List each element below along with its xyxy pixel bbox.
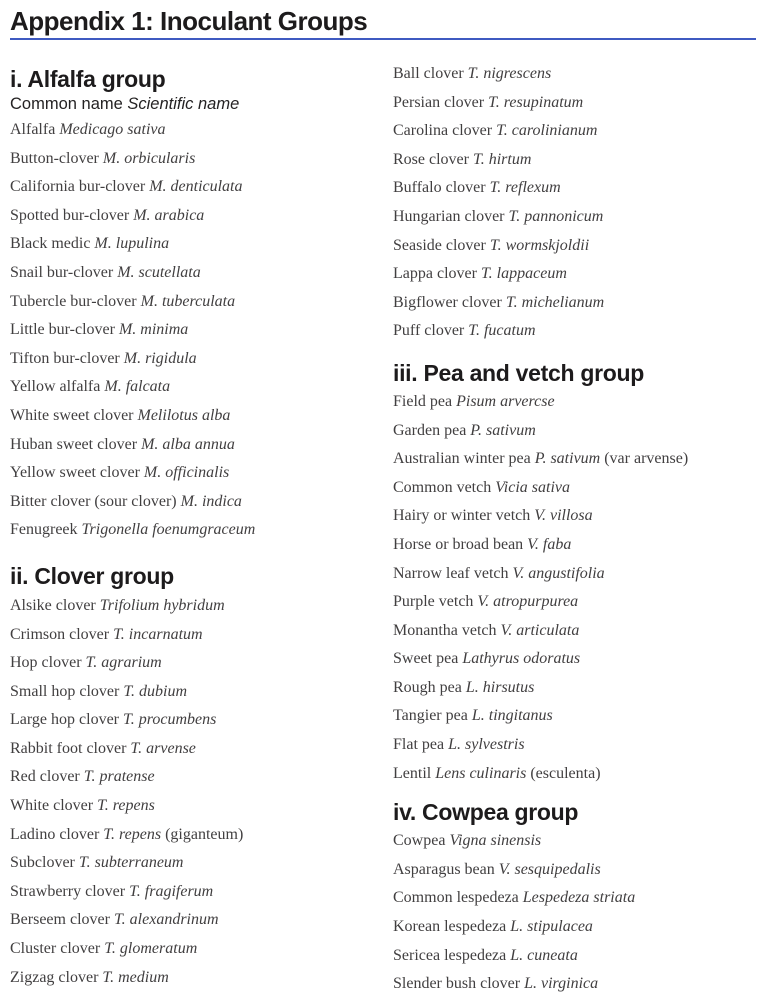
species-scientific-name: T. agrarium bbox=[85, 654, 162, 672]
species-scientific-name: T. medium bbox=[102, 968, 169, 986]
species-scientific-name: L. cuneata bbox=[510, 946, 578, 964]
species-scientific-name: L. virginica bbox=[524, 975, 599, 993]
species-scientific-name: T. nigrescens bbox=[467, 65, 552, 82]
species-common-name: Tangier pea bbox=[393, 707, 472, 725]
species-common-name: Purple vetch bbox=[393, 593, 478, 611]
species-common-name: Zigzag clover bbox=[10, 968, 103, 986]
species-common-name: Persian clover bbox=[393, 93, 489, 111]
species-entry bbox=[393, 60, 758, 89]
species-entry bbox=[10, 792, 393, 821]
species-entry bbox=[393, 560, 758, 589]
species-entry bbox=[393, 417, 758, 446]
species-entry bbox=[10, 906, 393, 935]
species-scientific-name: V. atropurpurea bbox=[477, 593, 579, 611]
species-entry bbox=[10, 173, 393, 202]
group-section bbox=[393, 360, 758, 788]
species-common-name: Small hop clover bbox=[10, 682, 124, 700]
species-scientific-name: V. villosa bbox=[534, 507, 593, 525]
species-scientific-name: L. hirsutus bbox=[465, 678, 535, 696]
species-scientific-name: T. michelianum bbox=[505, 293, 605, 311]
species-scientific-name: T. fucatum bbox=[468, 322, 536, 340]
species-entry bbox=[393, 588, 758, 617]
species-entry bbox=[393, 317, 758, 346]
species-entry bbox=[10, 259, 393, 288]
species-scientific-name: T. incarnatum bbox=[113, 625, 203, 643]
species-scientific-name: T. repens bbox=[103, 825, 162, 843]
species-scientific-name: M. indica bbox=[180, 492, 242, 510]
species-common-name: Lappa clover bbox=[393, 265, 481, 283]
species-scientific-name: T. reflexum bbox=[489, 179, 561, 197]
species-entry bbox=[393, 884, 758, 913]
species-entry bbox=[10, 145, 393, 174]
species-common-name: Tifton bur-clover bbox=[10, 349, 124, 367]
species-scientific-name: M. falcata bbox=[104, 378, 171, 396]
species-entry bbox=[393, 117, 758, 146]
species-entry bbox=[10, 116, 393, 145]
species-scientific-name: T. glomeratum bbox=[104, 940, 198, 958]
species-scientific-name: M. scutellata bbox=[117, 263, 201, 281]
species-common-name: Narrow leaf vetch bbox=[393, 564, 513, 582]
species-scientific-name: Trifolium hybridum bbox=[99, 596, 225, 614]
species-common-name: Red clover bbox=[10, 768, 84, 786]
species-entry bbox=[10, 935, 393, 964]
species-scientific-name: M. tuberculata bbox=[140, 292, 236, 310]
species-entry bbox=[10, 964, 393, 993]
species-entry bbox=[10, 621, 393, 650]
species-entry bbox=[10, 735, 393, 764]
species-scientific-name: P. sativum bbox=[470, 421, 536, 439]
species-entry bbox=[393, 531, 758, 560]
species-scientific-name: T. procumbens bbox=[123, 711, 217, 729]
species-scientific-name: Medicago sativa bbox=[59, 121, 166, 138]
species-entry bbox=[10, 230, 393, 259]
species-common-name: Flat pea bbox=[393, 736, 449, 754]
species-entry bbox=[393, 674, 758, 703]
species-common-name: Bigflower clover bbox=[393, 293, 506, 311]
species-common-name: Snail bur-clover bbox=[10, 263, 118, 281]
species-entry bbox=[393, 502, 758, 531]
species-entry bbox=[393, 827, 758, 856]
common-name-label: Common name bbox=[10, 95, 128, 113]
species-common-name: Tubercle bur-clover bbox=[10, 292, 141, 310]
species-common-name: Sweet pea bbox=[393, 650, 463, 668]
species-entry bbox=[10, 516, 393, 545]
species-entry bbox=[393, 760, 758, 789]
species-scientific-name: T. pratense bbox=[83, 768, 155, 786]
species-scientific-name: T. arvense bbox=[130, 739, 196, 757]
species-common-name: Alfalfa bbox=[10, 121, 60, 138]
species-common-name: Slender bush clover bbox=[393, 975, 525, 993]
species-common-name: Common vetch bbox=[393, 478, 496, 496]
left-column bbox=[10, 40, 393, 992]
species-scientific-name: Vicia sativa bbox=[495, 478, 571, 496]
species-common-name: Hairy or winter vetch bbox=[393, 507, 535, 525]
page-header bbox=[10, 6, 758, 40]
column-labels bbox=[10, 94, 393, 114]
species-common-name: Subclover bbox=[10, 854, 79, 872]
species-list bbox=[393, 827, 758, 999]
species-scientific-name: T. hirtum bbox=[472, 150, 532, 168]
species-entry bbox=[393, 388, 758, 417]
species-entry bbox=[393, 645, 758, 674]
species-common-name: Fenugreek bbox=[10, 521, 82, 539]
species-scientific-name: L. stipulacea bbox=[510, 918, 593, 936]
species-entry bbox=[10, 316, 393, 345]
species-scientific-name: M. lupulina bbox=[94, 235, 170, 253]
species-common-name: Large hop clover bbox=[10, 711, 123, 729]
species-entry bbox=[393, 474, 758, 503]
species-entry bbox=[10, 763, 393, 792]
species-entry bbox=[10, 345, 393, 374]
species-common-name: Seaside clover bbox=[393, 236, 490, 254]
species-scientific-name: M. rigidula bbox=[123, 349, 197, 367]
group-heading: ii. Clover group bbox=[10, 562, 174, 589]
species-note: (esculenta) bbox=[526, 764, 601, 782]
species-scientific-name: M. officinalis bbox=[143, 464, 230, 482]
species-common-name: Carolina clover bbox=[393, 122, 497, 140]
species-list bbox=[10, 116, 393, 545]
species-entry bbox=[10, 878, 393, 907]
species-common-name: Alsike clover bbox=[10, 596, 100, 614]
group-section bbox=[393, 799, 758, 999]
group-heading: iii. Pea and vetch group bbox=[393, 359, 644, 386]
species-entry bbox=[393, 89, 758, 118]
species-common-name: Rough pea bbox=[393, 678, 466, 696]
species-entry bbox=[393, 445, 758, 474]
species-common-name: Bitter clover (sour clover) bbox=[10, 492, 181, 510]
species-entry bbox=[10, 288, 393, 317]
species-entry bbox=[10, 678, 393, 707]
species-common-name: California bur-clover bbox=[10, 178, 150, 196]
species-scientific-name: T. subterraneum bbox=[78, 854, 184, 872]
species-scientific-name: T. wormskjoldii bbox=[489, 236, 590, 254]
species-entry bbox=[393, 942, 758, 971]
species-common-name: Hop clover bbox=[10, 654, 86, 672]
species-common-name: Rabbit foot clover bbox=[10, 739, 131, 757]
species-scientific-name: M. orbicularis bbox=[102, 149, 196, 167]
species-scientific-name: P. sativum bbox=[534, 450, 601, 468]
species-scientific-name: V. faba bbox=[527, 535, 572, 553]
species-scientific-name: Pisum arvercse bbox=[456, 392, 555, 410]
species-scientific-name: Lathyrus odoratus bbox=[462, 650, 581, 668]
species-common-name: Rose clover bbox=[393, 150, 473, 168]
species-scientific-name: M. arabica bbox=[133, 206, 205, 224]
species-scientific-name: L. tingitanus bbox=[471, 707, 553, 725]
species-entry bbox=[393, 617, 758, 646]
species-common-name: Little bur-clover bbox=[10, 321, 119, 339]
species-common-name: Australian winter pea bbox=[393, 450, 535, 468]
species-scientific-name: Lespedeza striata bbox=[522, 889, 636, 907]
species-entry bbox=[393, 146, 758, 175]
species-common-name: Cowpea bbox=[393, 832, 450, 850]
species-scientific-name: T. carolinianum bbox=[496, 122, 598, 140]
species-common-name: Korean lespedeza bbox=[393, 918, 511, 936]
species-scientific-name: Vigna sinensis bbox=[449, 832, 542, 850]
species-common-name: Ladino clover bbox=[10, 825, 104, 843]
species-scientific-name: T. pannonicum bbox=[508, 207, 604, 225]
species-common-name: White sweet clover bbox=[10, 406, 138, 424]
species-common-name: Spotted bur-clover bbox=[10, 206, 134, 224]
species-common-name: Lentil bbox=[393, 764, 436, 782]
two-column-layout bbox=[10, 40, 758, 999]
species-scientific-name: Trigonella foenumgraceum bbox=[81, 521, 256, 539]
species-common-name: Sericea lespedeza bbox=[393, 946, 511, 964]
species-common-name: Yellow alfalfa bbox=[10, 378, 105, 396]
species-common-name: Buffalo clover bbox=[393, 179, 490, 197]
species-scientific-name: Melilotus alba bbox=[137, 406, 231, 424]
species-common-name: Ball clover bbox=[393, 65, 468, 82]
page-title: Appendix 1: Inoculant Groups bbox=[10, 6, 368, 36]
species-common-name: Hungarian clover bbox=[393, 207, 509, 225]
species-common-name: Cluster clover bbox=[10, 940, 105, 958]
species-common-name: Yellow sweet clover bbox=[10, 464, 144, 482]
species-note: (var arvense) bbox=[600, 450, 689, 468]
species-entry bbox=[10, 592, 393, 621]
species-entry bbox=[393, 702, 758, 731]
species-entry bbox=[10, 849, 393, 878]
group-heading: i. Alfalfa group bbox=[10, 66, 166, 92]
species-scientific-name: M. alba annua bbox=[141, 435, 235, 453]
species-common-name: Common lespedeza bbox=[393, 889, 523, 907]
species-common-name: Black medic bbox=[10, 235, 95, 253]
species-entry bbox=[10, 402, 393, 431]
species-entry bbox=[393, 203, 758, 232]
group-section bbox=[10, 66, 393, 545]
species-scientific-name: T. alexandrinum bbox=[113, 911, 219, 929]
species-entry bbox=[393, 174, 758, 203]
species-entry bbox=[10, 373, 393, 402]
species-scientific-name: Lens culinaris bbox=[435, 764, 527, 782]
species-entry bbox=[10, 488, 393, 517]
species-entry bbox=[10, 706, 393, 735]
species-entry bbox=[393, 913, 758, 942]
species-entry bbox=[10, 459, 393, 488]
group-section bbox=[10, 563, 393, 992]
species-scientific-name: T. repens bbox=[97, 797, 155, 815]
species-scientific-name: T. dubium bbox=[123, 682, 188, 700]
species-common-name: Field pea bbox=[393, 392, 457, 410]
species-common-name: Monantha vetch bbox=[393, 621, 501, 639]
species-entry bbox=[393, 260, 758, 289]
species-scientific-name: L. sylvestris bbox=[448, 736, 525, 754]
species-common-name: Strawberry clover bbox=[10, 882, 130, 900]
species-common-name: Button-clover bbox=[10, 149, 103, 167]
species-entry bbox=[10, 202, 393, 231]
species-common-name: Crimson clover bbox=[10, 625, 114, 643]
right-column bbox=[393, 40, 758, 999]
group-section bbox=[393, 60, 758, 346]
species-list bbox=[10, 592, 393, 992]
species-entry bbox=[393, 289, 758, 318]
species-scientific-name: V. angustifolia bbox=[512, 564, 605, 582]
scientific-name-label: Scientific name bbox=[127, 95, 240, 113]
species-entry bbox=[393, 856, 758, 885]
species-common-name: Huban sweet clover bbox=[10, 435, 142, 453]
species-common-name: White clover bbox=[10, 797, 98, 815]
species-scientific-name: M. minima bbox=[118, 321, 189, 339]
species-entry bbox=[10, 821, 393, 850]
species-entry bbox=[393, 232, 758, 261]
species-common-name: Asparagus bean bbox=[393, 860, 499, 878]
species-common-name: Berseem clover bbox=[10, 911, 114, 929]
group-heading: iv. Cowpea group bbox=[393, 799, 579, 826]
species-entry bbox=[10, 431, 393, 460]
species-common-name: Garden pea bbox=[393, 421, 471, 439]
species-scientific-name: T. resupinatum bbox=[488, 93, 584, 111]
species-common-name: Puff clover bbox=[393, 322, 469, 340]
species-note: (giganteum) bbox=[161, 825, 244, 843]
species-entry bbox=[10, 649, 393, 678]
species-scientific-name: T. fragiferum bbox=[129, 882, 214, 900]
species-entry bbox=[393, 731, 758, 760]
species-scientific-name: V. articulata bbox=[500, 621, 580, 639]
species-scientific-name: M. denticulata bbox=[149, 178, 243, 196]
species-list bbox=[393, 60, 758, 346]
species-entry bbox=[393, 970, 758, 999]
species-list bbox=[393, 388, 758, 788]
species-common-name: Horse or broad bean bbox=[393, 535, 528, 553]
species-scientific-name: T. lappaceum bbox=[480, 265, 567, 283]
species-scientific-name: V. sesquipedalis bbox=[498, 860, 601, 878]
